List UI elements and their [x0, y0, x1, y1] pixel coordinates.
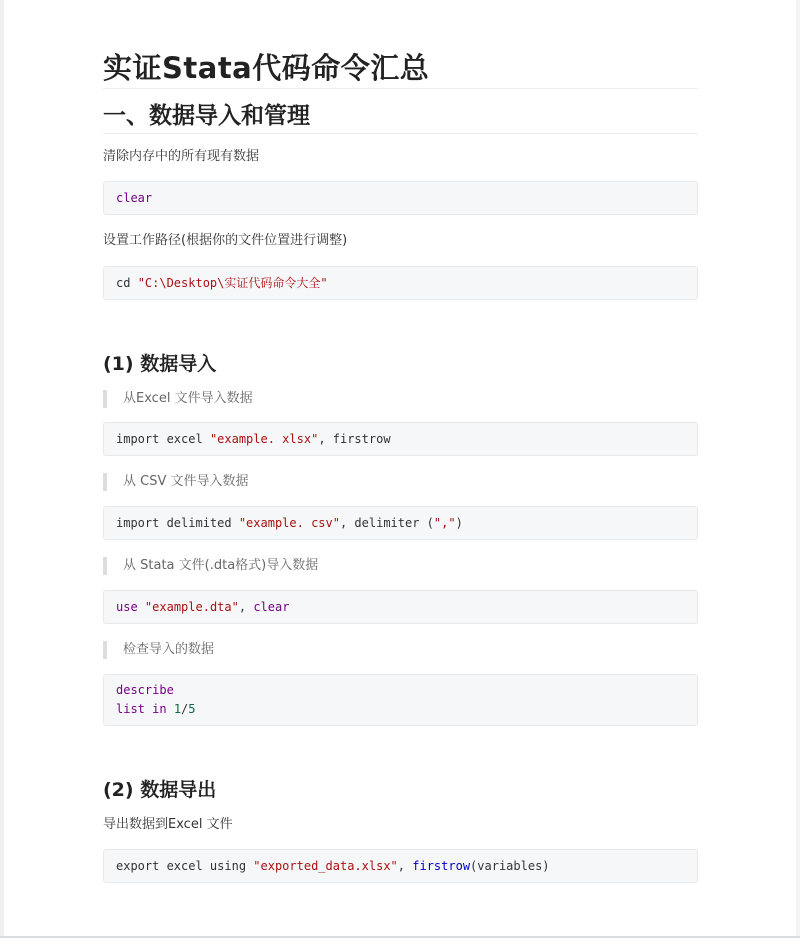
code-command: cd — [116, 275, 131, 290]
code-command: import delimited — [116, 515, 232, 530]
code-option: , firstrow — [318, 431, 391, 446]
code-separator: , — [397, 858, 406, 873]
code-command: import excel — [116, 431, 203, 446]
code-paren: ) — [455, 515, 463, 530]
subsection-heading-import: (1) 数据导入 — [103, 353, 217, 375]
note-check-import: 检查导入的数据 — [103, 641, 698, 659]
code-block-import-csv[interactable] — [103, 506, 698, 540]
clear-description: 清除内存中的所有现有数据 — [103, 149, 260, 164]
note-import-excel: 从Excel 文件导入数据 — [103, 390, 698, 408]
code-args: (variables) — [470, 858, 550, 873]
code-block-import-excel[interactable] — [103, 422, 698, 456]
note-import-dta: 从 Stata 文件(.dta格式)导入数据 — [103, 557, 698, 575]
code-keyword: describe — [116, 683, 174, 697]
code-string: "example. xlsx" — [209, 431, 319, 446]
page-edge-left — [0, 0, 4, 938]
code-keyword: clear — [253, 599, 290, 614]
code-separator: , — [238, 599, 247, 614]
section-heading-data-import-management: 一、数据导入和管理 — [103, 99, 698, 134]
code-block-describe-list[interactable] — [103, 674, 698, 726]
code-string: "exported_data.xlsx" — [253, 858, 398, 873]
code-block-cd[interactable] — [103, 266, 698, 300]
subsection-heading-export: (2) 数据导出 — [103, 779, 217, 801]
code-keyword: clear — [116, 190, 153, 205]
page-title: 实证Stata代码命令汇总 — [103, 48, 698, 89]
code-string: "example.dta" — [144, 599, 239, 614]
code-number: 1 — [173, 702, 182, 716]
page-edge-right — [796, 0, 800, 938]
code-option: , delimiter ( — [339, 515, 434, 530]
document-body — [103, 48, 698, 883]
code-string: "C:\Desktop\实证代码命令大全" — [137, 275, 328, 290]
code-keyword: list in — [116, 702, 167, 716]
code-command: export excel using — [116, 858, 247, 873]
code-number: 5 — [188, 702, 196, 716]
export-description: 导出数据到Excel 文件 — [103, 817, 233, 832]
code-string: "," — [433, 515, 456, 530]
code-keyword: use — [116, 599, 138, 614]
note-import-csv: 从 CSV 文件导入数据 — [103, 473, 698, 491]
code-string: "example. csv" — [238, 515, 340, 530]
code-block-export-excel[interactable] — [103, 849, 698, 883]
code-function: firstrow — [412, 858, 471, 873]
code-block-use-dta[interactable] — [103, 590, 698, 624]
code-block-clear[interactable] — [103, 181, 698, 215]
code-operator: / — [181, 702, 189, 716]
cd-description: 设置工作路径(根据你的文件位置进行调整) — [103, 233, 348, 248]
